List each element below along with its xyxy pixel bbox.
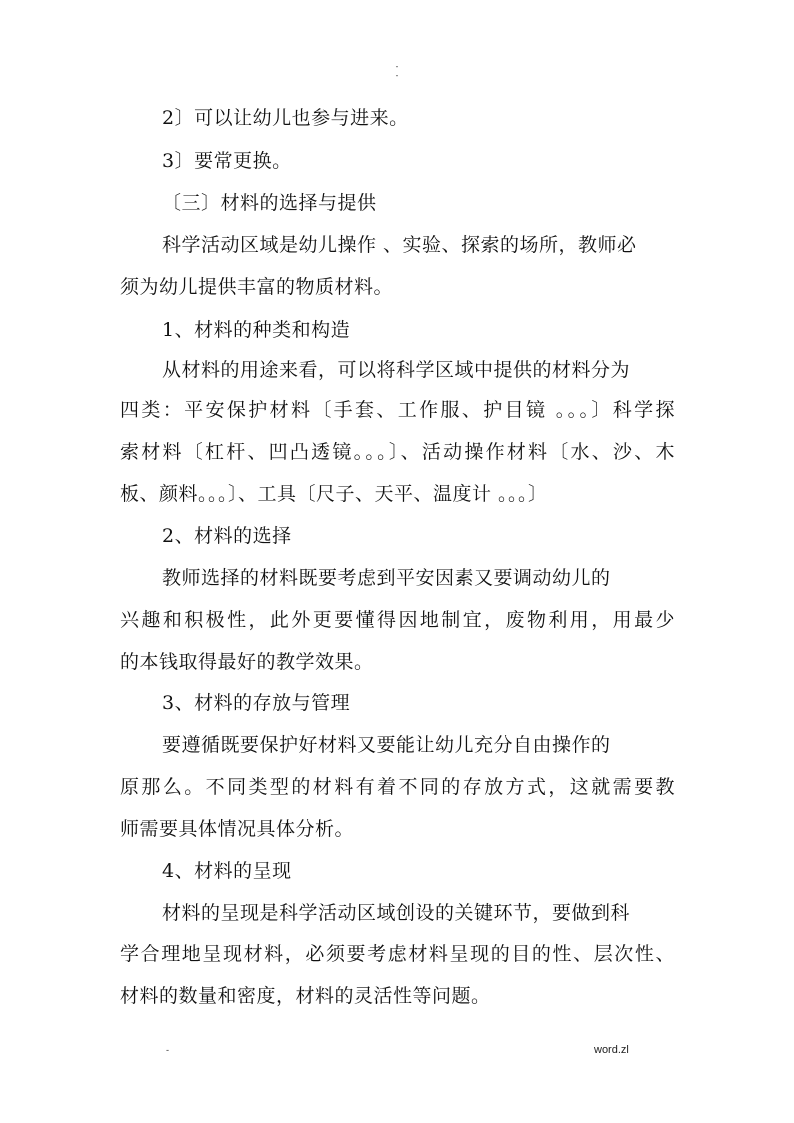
paragraph-5-line-2: 学合理地呈现材料，必须要考虑材料呈现的目的性、层次性、 bbox=[120, 943, 675, 965]
paragraph-3-line-1: 教师选择的材料既要考虑到平安因素又要调动幼儿的 bbox=[162, 567, 611, 589]
paragraph-1-line-2: 须为幼儿提供丰富的物质材料。 bbox=[120, 276, 394, 298]
page-header-mark bbox=[390, 62, 404, 80]
list-item-3: 3〕要常更换。 bbox=[162, 150, 292, 172]
section-heading-3: 〔三〕材料的选择与提供 bbox=[162, 192, 377, 214]
subheading-1: 1、材料的种类和构造 bbox=[162, 319, 351, 341]
paragraph-5-line-3: 材料的数量和密度，材料的灵活性等问题。 bbox=[120, 985, 491, 1007]
subheading-4: 4、材料的呈现 bbox=[162, 860, 292, 882]
paragraph-2-line-3: 索材料〔杠杆、凹凸透镜。。。〕、活动操作材料〔水、沙、木 bbox=[120, 441, 675, 463]
subheading-3: 3、材料的存放与管理 bbox=[162, 692, 351, 714]
paragraph-5-line-1: 材料的呈现是科学活动区域创设的关键环节，要做到科 bbox=[162, 902, 631, 924]
footer-source-text: word.zl bbox=[594, 1044, 629, 1056]
paragraph-4-line-3: 师需要具体情况具体分析。 bbox=[120, 818, 355, 840]
paragraph-2-line-4: 板、颜料。。。〕、工具〔尺子、天平、温度计 。。。〕 bbox=[120, 483, 548, 505]
paragraph-4-line-1: 要遵循既要保护好材料又要能让幼儿充分自由操作的 bbox=[162, 734, 611, 756]
paragraph-3-line-2: 兴趣和积极性，此外更要懂得因地制宜，废物利用，用最少 bbox=[120, 609, 675, 631]
paragraph-2-line-2: 四类：平安保护材料〔手套、工作服、护目镜 。。。〕科学探 bbox=[120, 399, 675, 421]
paragraph-3-line-3: 的本钱取得最好的教学效果。 bbox=[120, 651, 374, 673]
paragraph-1-line-1: 科学活动区域是幼儿操作 、实验、探索的场所，教师必 bbox=[162, 234, 637, 256]
paragraph-2-line-1: 从材料的用途来看，可以将科学区域中提供的材料分为 bbox=[162, 359, 631, 381]
header-mark-top: - bbox=[395, 62, 399, 71]
subheading-2: 2、材料的选择 bbox=[162, 525, 292, 547]
header-mark-bottom: - bbox=[395, 71, 399, 80]
list-item-2: 2〕可以让幼儿也参与进来。 bbox=[162, 107, 409, 129]
footer-left-mark: - bbox=[166, 1046, 170, 1056]
paragraph-4-line-2: 原那么。不同类型的材料有着不同的存放方式，这就需要教 bbox=[120, 776, 675, 798]
